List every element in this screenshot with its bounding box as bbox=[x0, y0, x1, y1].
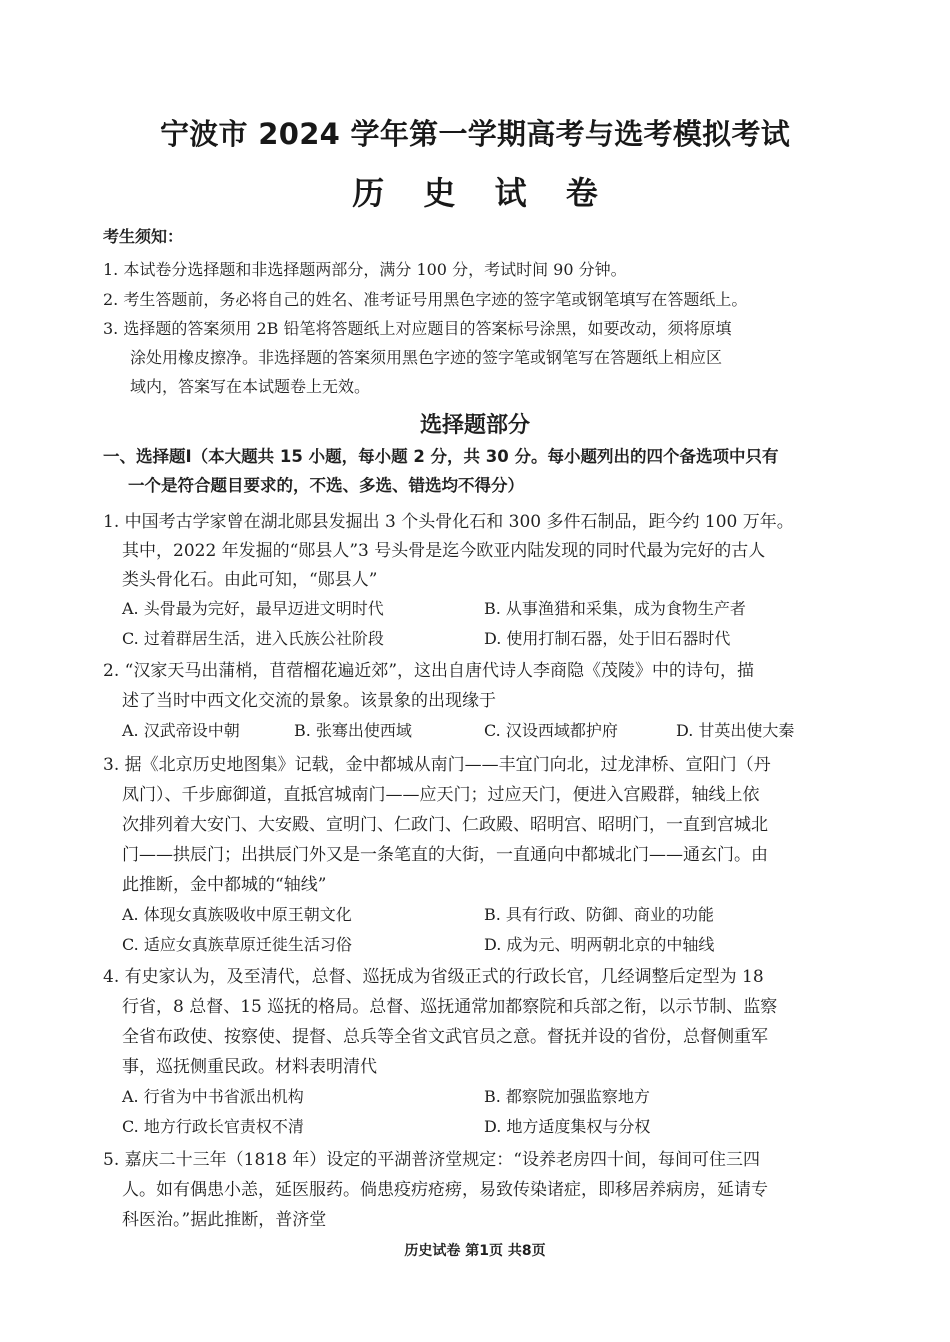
question-3-line: 门——拱辰门；出拱辰门外又是一条笔直的大街，一直通向中都城北门——通玄门。由 bbox=[122, 845, 768, 865]
question-1-line: 1. 中国考古学家曾在湖北郧县发掘出 3 个头骨化石和 300 多件石制品，距今约 100 万年。 bbox=[103, 512, 794, 532]
question-2-option-d: D. 甘英出使大秦 bbox=[676, 721, 795, 740]
question-4-line: 行省，8 总督、15 巡抚的格局。总督、巡抚通常加都察院和兵部之衔，以示节制、监察 bbox=[122, 997, 778, 1017]
question-3-option-c: C. 适应女真族草原迁徙生活习俗 bbox=[122, 935, 352, 954]
exam-subject-title: 历 史 试 卷 bbox=[352, 174, 612, 212]
question-2-option-b: B. 张骞出使西域 bbox=[294, 721, 412, 740]
question-3-line: 3. 据《北京历史地图集》记载，金中都城从南门——丰宜门向北，过龙津桥、宣阳门（丹 bbox=[103, 755, 771, 775]
question-4-line: 4. 有史家认为，及至清代，总督、巡抚成为省级正式的行政长官，几经调整后定型为 18 bbox=[103, 967, 764, 987]
question-4-line: 全省布政使、按察使、提督、总兵等全省文武官员之意。督抚并设的省份，总督侧重军 bbox=[122, 1027, 768, 1047]
question-3-option-b: B. 具有行政、防御、商业的功能 bbox=[484, 905, 714, 924]
question-3-option-d: D. 成为元、明两朝北京的中轴线 bbox=[484, 935, 715, 954]
question-1-option-a: A. 头骨最为完好，最早迈进文明时代 bbox=[122, 599, 384, 618]
notice-item: 1. 本试卷分选择题和非选择题两部分，满分 100 分，考试时间 90 分钟。 bbox=[103, 260, 627, 279]
question-5-line: 科医治。”据此推断，普济堂 bbox=[122, 1210, 327, 1230]
page-footer: 历史试卷 第1页 共8页 bbox=[404, 1243, 546, 1259]
question-5-line: 人。如有偶患小恙，延医服药。倘患疫疠疮痨，易致传染诸症，即移居养病房，延请专 bbox=[122, 1180, 768, 1200]
question-5-line: 5. 嘉庆二十三年（1818 年）设定的平湖普济堂规定：“设养老房四十间，每间可住三四 bbox=[103, 1150, 760, 1170]
question-3-line: 次排列着大安门、大安殿、宣明门、仁政门、仁政殿、昭明宫、昭明门，一直到宫城北 bbox=[122, 815, 768, 835]
notice-item: 2. 考生答题前，务必将自己的姓名、准考证号用黑色字迹的签字笔或钢笔填写在答题纸上。 bbox=[103, 290, 748, 309]
question-4-line: 事，巡抚侧重民政。材料表明清代 bbox=[122, 1057, 377, 1077]
question-3-line: 凤门）、千步廊御道，直抵宫城南门——应天门；过应天门，便进入宫殿群，轴线上依 bbox=[122, 785, 760, 805]
question-3-line: 此推断，金中都城的“轴线” bbox=[122, 875, 327, 895]
notice-item-continued: 涂处用橡皮擦净。非选择题的答案须用黑色字迹的签字笔或钢笔写在答题纸上相应区 bbox=[130, 348, 723, 367]
notice-item: 3. 选择题的答案须用 2B 铅笔将答题纸上对应题目的答案标号涂黑，如要改动，须将原填 bbox=[103, 319, 732, 338]
question-2-line: 述了当时中西文化交流的景象。该景象的出现缘于 bbox=[122, 691, 496, 711]
notice-item-continued: 域内，答案写在本试题卷上无效。 bbox=[130, 377, 371, 396]
question-1-line: 其中，2022 年发掘的“郧县人”3 号头骨是迄今欧亚内陆发现的同时代最为完好的古人 bbox=[122, 541, 766, 561]
question-2-line: 2. “汉家天马出蒲梢，苜蓿榴花遍近郊”，这出自唐代诗人李商隐《茂陵》中的诗句，描 bbox=[103, 661, 755, 681]
question-1-option-c: C. 过着群居生活，进入氏族公社阶段 bbox=[122, 629, 384, 648]
section-instruction: 一、选择题Ⅰ（本大题共 15 小题，每小题 2 分，共 30 分。每小题列出的四个备选项中只有 bbox=[103, 447, 779, 466]
exam-title: 宁波市 2024 学年第一学期高考与选考模拟考试 bbox=[159, 117, 791, 151]
question-4-option-a: A. 行省为中书省派出机构 bbox=[122, 1087, 304, 1106]
question-2-option-a: A. 汉武帝设中朝 bbox=[122, 721, 240, 740]
section-instruction: 一个是符合题目要求的，不选、多选、错选均不得分） bbox=[128, 476, 524, 495]
section-heading: 选择题部分 bbox=[419, 413, 530, 438]
question-2-option-c: C. 汉设西域都护府 bbox=[484, 721, 618, 740]
notice-heading: 考生须知： bbox=[103, 227, 184, 246]
question-4-option-b: B. 都察院加强监察地方 bbox=[484, 1087, 650, 1106]
question-1-option-d: D. 使用打制石器，处于旧石器时代 bbox=[484, 629, 731, 648]
question-3-option-a: A. 体现女真族吸收中原王朝文化 bbox=[122, 905, 352, 924]
question-4-option-c: C. 地方行政长官责权不清 bbox=[122, 1117, 304, 1136]
question-1-line: 类头骨化石。由此可知，“郧县人” bbox=[122, 570, 378, 590]
question-4-option-d: D. 地方适度集权与分权 bbox=[484, 1117, 651, 1136]
question-1-option-b: B. 从事渔猎和采集，成为食物生产者 bbox=[484, 599, 746, 618]
